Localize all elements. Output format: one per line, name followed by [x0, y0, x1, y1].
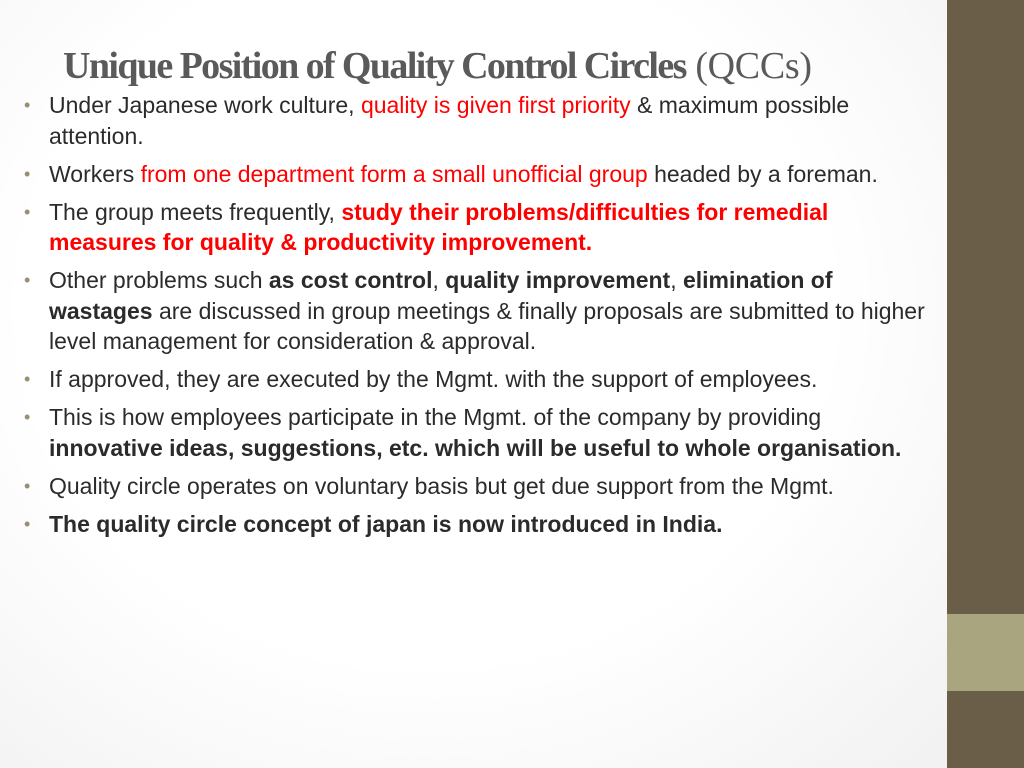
- bullet-item: [24, 265, 929, 357]
- bullet-dot-icon: •: [24, 163, 31, 184]
- bullet-list: [24, 90, 929, 547]
- bullet-dot-icon: •: [24, 407, 31, 428]
- bullet-dot-icon: •: [24, 95, 31, 115]
- bold-text: as cost control: [268, 267, 433, 294]
- bullet-item: [24, 90, 929, 151]
- bullet-item: [24, 402, 929, 463]
- bullet-dot-icon: •: [24, 369, 31, 390]
- sidebar-accent-band: [947, 614, 1024, 691]
- bullet-dot-icon: •: [24, 201, 31, 222]
- highlight-text: quality is given first priority: [360, 92, 631, 118]
- bullet-text: Quality circle operates on voluntary basis but get due support from the Mgmt.: [49, 473, 834, 500]
- bullet-text: ,: [670, 267, 683, 294]
- decorative-sidebar: [947, 0, 1024, 768]
- bold-text: innovative ideas, suggestions, etc. which will be useful to whole organisation.: [49, 434, 902, 461]
- bullet-item: [24, 159, 929, 190]
- bullet-text: The group meets frequently,: [49, 198, 342, 225]
- slide-title: [63, 42, 812, 90]
- highlight-bold-text: study their problems/difficulties for remedial measures for quality & productivity improvement.: [49, 198, 829, 256]
- bullet-dot-icon: •: [24, 476, 31, 497]
- bullet-text: headed by a foreman.: [647, 160, 878, 187]
- bold-text: elimination of wastages: [49, 267, 833, 324]
- bullet-text: Workers: [49, 160, 141, 187]
- bullet-text: ,: [432, 267, 446, 294]
- title-abbreviation: (QCCs): [695, 45, 812, 87]
- bullet-text: If approved, they are executed by the Mgmt. with the support of employees.: [49, 366, 818, 393]
- bullet-item: [24, 509, 929, 540]
- title-main: Unique Position of Quality Control Circles: [63, 45, 686, 87]
- bullet-text: are discussed in group meetings & finally proposals are submitted to higher level management for consideration & approval.: [49, 297, 925, 355]
- bullet-item: [24, 364, 929, 395]
- bullet-text: Under Japanese work culture,: [49, 92, 361, 118]
- bold-text: The quality circle concept of japan is now introduced in India.: [49, 511, 723, 538]
- bullet-item: [24, 471, 929, 502]
- bullet-dot-icon: •: [24, 270, 31, 291]
- bullet-item: [24, 197, 929, 258]
- bullet-dot-icon: •: [24, 514, 31, 535]
- bold-text: quality improvement: [445, 267, 671, 294]
- bullet-text: & maximum possible attention.: [49, 92, 850, 149]
- bullet-text: This is how employees participate in the Mgmt. of the company by providing: [49, 404, 822, 431]
- bullet-text: Other problems such: [49, 267, 269, 294]
- highlight-text: from one department form a small unofficial group: [140, 160, 648, 187]
